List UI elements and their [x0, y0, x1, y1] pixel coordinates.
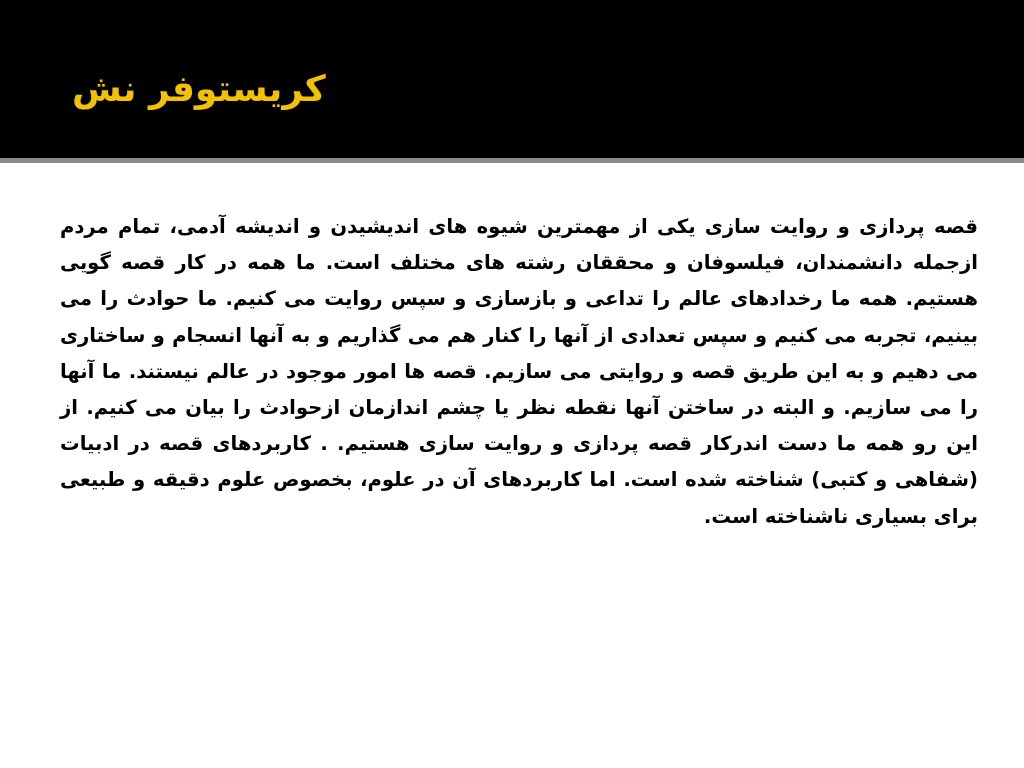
slide-body-text: قصه پردازی و روایت سازی یکی از مهمترین شیوه های اندیشیدن و اندیشه آدمی، تمام مردم ازجمله دانشمندان، فیلسوفان و محققان رشته های مختلف است. ما همه در کار قصه گویی هستیم. همه ما رخدادهای عالم را تداعی و بازسازی و سپس روایت می کنیم. ما حوادث را می بینیم، تجربه می کنیم و سپس تعدادی از آنها را کنار هم می گذاریم و به آنها انسجام و ساختاری می دهیم و به این طریق قصه و روایتی می سازیم. قصه ها امور موجود در عالم نیستند. ما آنها را می سازیم. و البته در ساختن آنها نقطه نظر یا چشم اندازمان ازحوادث را بیان می کنیم. از این رو همه ما دست اندرکار قصه پردازی و روایت سازی هستیم. . کاربردهای قصه در ادبیات (شفاهی و کتبی) شناخته شده است. اما کاربردهای آن در علوم، بخصوص علوم دقیقه و طبیعی برای بسیاری ناشناخته است.	[60, 215, 978, 528]
slide-title: کریستوفر نش	[72, 69, 326, 110]
slide-title-container	[0, 58, 1024, 122]
title-divider	[0, 158, 1024, 163]
